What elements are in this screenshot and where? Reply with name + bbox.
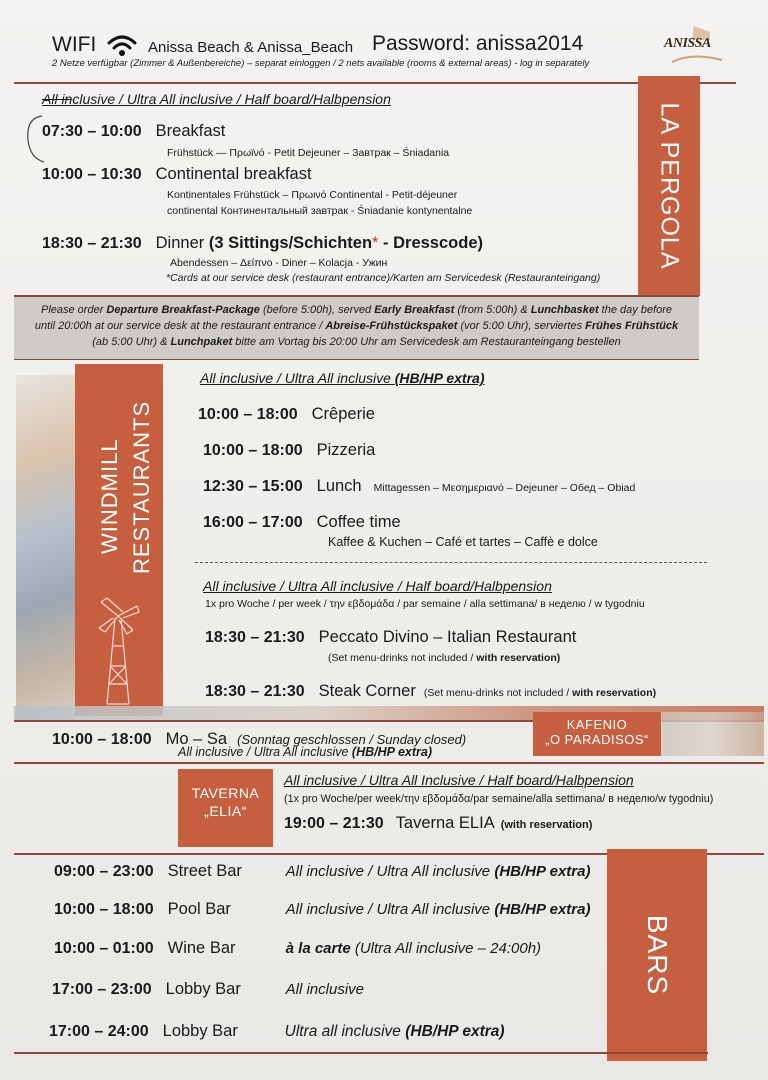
windmill-row-peccato — [205, 628, 576, 647]
taverna-row — [284, 814, 592, 833]
la-pergola-band — [638, 76, 700, 296]
bars-label: BARS — [642, 914, 673, 996]
venue-name: Steak Corner — [318, 682, 416, 700]
lunch-translation: Mittagessen – Μεσημεριανό – Dejeuner – Обед – Obiad — [373, 482, 636, 494]
la-pergola-label: LA PERGOLA — [655, 102, 684, 270]
divider — [14, 1052, 708, 1054]
meal-name: Breakfast — [155, 122, 226, 140]
time: 18:30 – 21:30 — [42, 235, 142, 252]
kafenio-days: Mo – Sa — [165, 730, 228, 748]
windmill-icon — [93, 596, 143, 708]
restaurants-label: RESTAURANTS — [129, 400, 154, 574]
bar-info: All inclusive / Ultra All inclusive (HB/HP extra) — [285, 863, 591, 880]
departure-info-box — [14, 295, 699, 360]
kafenio-label: KAFENIO — [566, 717, 628, 732]
bar-row-wine — [54, 939, 541, 958]
bar-info: All inclusive / Ultra All inclusive (HB/HP extra) — [285, 901, 591, 918]
bar-name: Lobby Bar — [165, 980, 241, 998]
bar-row-pool — [54, 900, 590, 919]
windmill-row-coffee — [203, 513, 401, 532]
time: 18:30 – 21:30 — [205, 683, 305, 700]
pergola-board-info — [42, 91, 391, 107]
divider — [14, 82, 736, 84]
venue-name: Lunch — [316, 477, 362, 495]
dinner-sittings: (3 Sittings/Schichten — [208, 234, 373, 252]
meal-translation: Frühstück — Πρωϊνό - Petit Dejeuner – Завтрак – Śniadania — [167, 147, 450, 159]
pergola-row-continental — [42, 165, 312, 184]
time: 07:30 – 10:00 — [42, 123, 142, 140]
venue-name: Peccato Divino – Italian Restaurant — [318, 628, 577, 646]
wifi-icon — [106, 34, 138, 58]
dinner-dresscode: - Dresscode) — [378, 234, 483, 252]
wifi-label: WIFI — [52, 33, 97, 56]
time: 18:30 – 21:30 — [205, 629, 305, 646]
dinner-star: * — [372, 234, 379, 252]
pergola-row-dinner — [42, 234, 483, 253]
windmill-row-lunch — [203, 477, 635, 496]
time: 12:30 – 15:00 — [203, 478, 303, 495]
wifi-networks: Anissa Beach & Anissa_Beach — [148, 39, 354, 56]
time: 10:00 – 18:00 — [54, 901, 154, 918]
time: 10:00 – 18:00 — [198, 406, 298, 423]
bar-name: Street Bar — [167, 862, 242, 880]
windmill-label: WINDMILL — [97, 438, 122, 554]
departure-line-3: (ab 5:00 Uhr) & Lunchpaket bitte am Vortag bis 20:00 Uhr am Servicedesk am Restauranteingang bestellen — [92, 336, 621, 348]
bar-name: Pool Bar — [167, 900, 231, 918]
wifi-password: Password: anissa2014 — [372, 32, 584, 55]
cards-note: *Cards at our service desk (restaurant entrance)/Karten am Servicedesk (Restauranteingang) — [166, 272, 601, 284]
windmill-band — [75, 364, 163, 716]
windmill-board-info-2: All inclusive / Ultra All inclusive / Half board/Halbpension — [203, 578, 552, 594]
windmill-photo-strip — [16, 375, 76, 720]
venue-name: Pizzeria — [316, 441, 376, 459]
kafenio-closed-note: (Sonntag geschlossen / Sunday closed) — [237, 732, 467, 747]
time: 09:00 – 23:00 — [54, 863, 154, 880]
meal-name: Continental breakfast — [155, 165, 312, 183]
taverna-label: TAVERNA — [191, 785, 260, 801]
bar-name: Lobby Bar — [162, 1022, 238, 1040]
elia-label: „ELIA“ — [204, 803, 247, 819]
paradisos-label: „O PARADISOS“ — [545, 732, 649, 747]
bar-info: Ultra all inclusive (HB/HP extra) — [284, 1023, 505, 1040]
meal-translation: Kontinentales Frühstück – Πρωινό Continental - Petit-déjeuner — [167, 189, 458, 201]
taverna-reservation: (with reservation) — [500, 819, 593, 831]
time: 16:00 – 17:00 — [203, 514, 303, 531]
bar-info: à la carte (Ultra All inclusive – 24:00h) — [285, 940, 542, 957]
bar-name: Wine Bar — [167, 939, 236, 957]
bar-row-lobby-uai — [49, 1022, 505, 1041]
dinner-word: Dinner — [155, 234, 205, 252]
wifi-note: 2 Netze verfügbar (Zimmer & Außenbereiche) – separat einloggen / 2 nets available (rooms & external areas) - log in separately — [52, 58, 590, 69]
departure-line-1: Please order Departure Breakfast-Package (before 5:00h), served Early Breakfast (from 5:00h) & Lunchbasket the day before — [40, 304, 673, 316]
windmill-frequency: 1x pro Woche / per week / την εβδομάδα / par semaine / alla settimana/ в неделю / w tygodniu — [205, 598, 645, 610]
taverna-badge — [178, 769, 273, 847]
bars-band — [607, 849, 707, 1061]
venue-name: Coffee time — [316, 513, 401, 531]
anissa-logo — [662, 22, 728, 66]
departure-line-2: until 20:00h at our service desk at the restaurant entrance / Abreise-Frühstückspaket (vor 5:00 Uhr), serviertes Frühes Frühstück — [34, 320, 679, 332]
windmill-row-steak — [205, 682, 656, 701]
time: 17:00 – 24:00 — [49, 1023, 149, 1040]
venue-name: Taverna ELIA — [395, 814, 495, 832]
pergola-row-breakfast — [42, 122, 225, 141]
time: 10:00 – 18:00 — [203, 442, 303, 459]
struck-text: All in — [42, 91, 73, 107]
time: 10:00 – 10:30 — [42, 166, 142, 183]
time: 10:00 – 01:00 — [54, 940, 154, 957]
bar-row-lobby-ai — [52, 980, 364, 999]
windmill-row-pizzeria — [203, 441, 375, 460]
board-text: clusive / Ultra All inclusive / Half board/Halbpension — [72, 91, 391, 107]
meal-translation-2: continental Континентальный завтрак - Śniadanie kontynentalne — [167, 205, 473, 217]
kafenio-board-info: All inclusive / Ultra All inclusive (HB/HP extra) — [178, 745, 433, 759]
windmill-row-creperie — [198, 405, 375, 424]
taverna-board-info: All inclusive / Ultra All Inclusive / Half board/Halbpension — [284, 772, 634, 788]
kafenio-photo-strip — [661, 712, 764, 756]
anissa-logo-text: ANISSA — [664, 36, 711, 51]
windmill-board-info: All inclusive / Ultra All inclusive (HB/HP extra) — [200, 370, 485, 386]
bar-info: All inclusive — [285, 981, 365, 998]
divider — [14, 762, 764, 764]
steak-note: (Set menu-drinks not included / with reservation) — [423, 687, 657, 699]
time: 19:00 – 21:30 — [284, 815, 384, 832]
time: 17:00 – 23:00 — [52, 981, 152, 998]
time: 10:00 – 18:00 — [52, 731, 152, 748]
dashed-divider — [195, 562, 707, 563]
peccato-note: (Set menu-drinks not included / with reservation) — [328, 652, 561, 664]
bar-row-street — [54, 862, 590, 881]
meal-translation: Abendessen – Δείπνο - Diner – Kolacja - Ужин — [170, 257, 388, 269]
taverna-frequency: (1x pro Woche/per week/την εβδομάδα/par semaine/alla settimana/ в неделю/w tygodniu) — [284, 793, 714, 805]
meal-name — [156, 234, 483, 253]
kafenio-badge — [533, 712, 661, 756]
coffee-translation: Kaffee & Kuchen – Café et tartes – Caffè e dolce — [328, 535, 598, 549]
venue-name: Crêperie — [311, 405, 375, 423]
